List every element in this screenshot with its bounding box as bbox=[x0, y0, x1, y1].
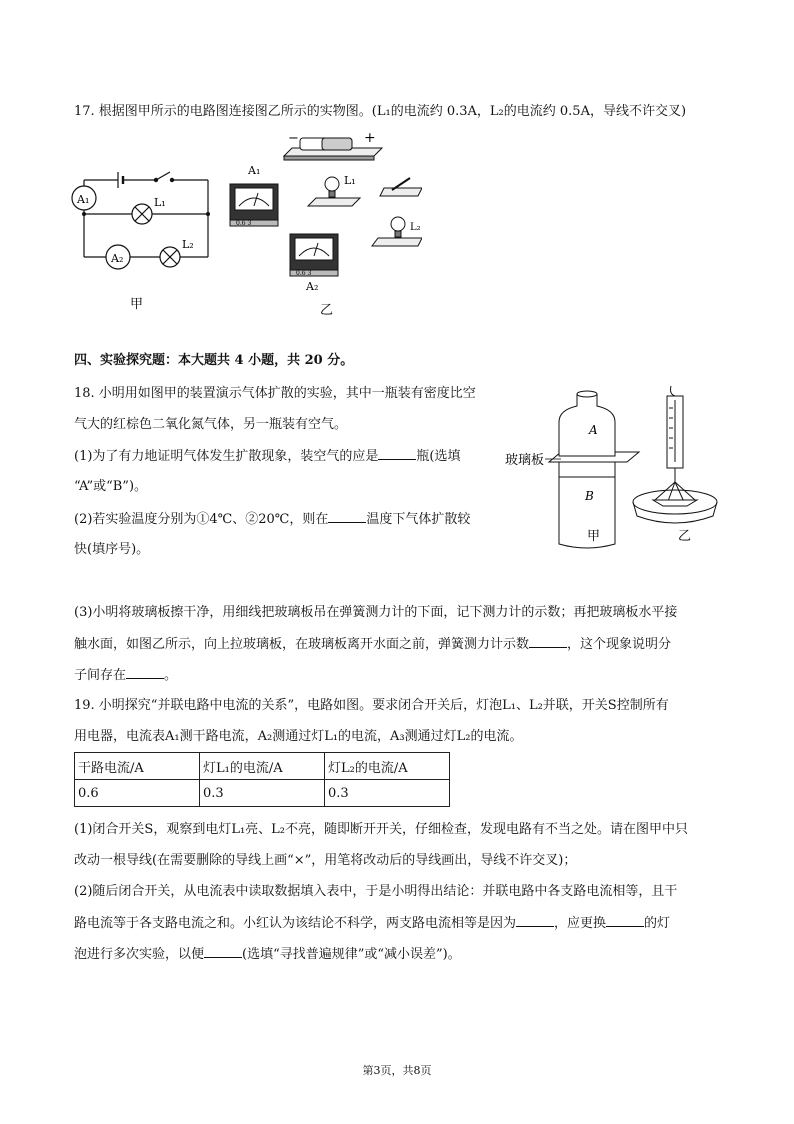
blank-18-1[interactable] bbox=[378, 447, 416, 460]
q18-part-3-a: (3)小明将玻璃板擦干净，用细线把玻璃板吊在弹簧测力计的下面，记下测力计的示数；再把玻璃板水平接 bbox=[74, 605, 678, 620]
q19-line-1: 19. 小明探究“并联电路中电流的关系”，电路如图。要求闭合开关后，灯泡L₁、L₂并联，开关S控制所有 bbox=[74, 698, 669, 713]
q17-text: 17. 根据图甲所示的电路图连接图乙所示的实物图。(L₁的电流约 0.3A，L₂的电流约 0.5A，导线不许交叉) bbox=[74, 104, 687, 119]
bottle-b-label: B bbox=[585, 489, 594, 503]
fig18-jia-caption: 甲 bbox=[587, 529, 601, 544]
section-4-title: 四、实验探究题：本大题共 4 小题，共 20 分。 bbox=[74, 353, 354, 368]
q18-part-1-options: “A”或“B”)。 bbox=[74, 479, 148, 494]
table-cell: 0.3 bbox=[325, 780, 450, 807]
jia-caption: 甲 bbox=[130, 297, 144, 312]
q17-physical-diagram-yi bbox=[222, 126, 422, 346]
yi-a1-label: A₁ bbox=[248, 164, 261, 177]
yi-l1-label: L₁ bbox=[344, 174, 356, 187]
q19-part-1-b: 改动一根导线(在需要删除的导线上画“×”，用笔将改动后的导线画出，导线不许交叉)； bbox=[74, 853, 577, 868]
header-cell: 灯L₂的电流/A bbox=[325, 753, 450, 780]
q18-line-2: 气大的红棕色二氧化氮气体，另一瓶装有空气。 bbox=[74, 417, 348, 432]
blank-18-3[interactable] bbox=[529, 635, 567, 648]
header-cell: 灯L₁的电流/A bbox=[200, 753, 325, 780]
page-footer: 第3页，共8页 bbox=[362, 1064, 432, 1077]
jia-l2-label: L₂ bbox=[182, 238, 194, 251]
q19-part-1-a: (1)闭合开关S，观察到电灯L₁亮、L₂不亮，随即断开开关，仔细检查，发现电路有不当之处。请在图甲中只 bbox=[74, 822, 689, 837]
yi-l2-label: L₂ bbox=[410, 222, 421, 233]
jia-a2-label: A₂ bbox=[111, 252, 124, 265]
blank-19-2[interactable] bbox=[606, 914, 644, 927]
yi-plus-label: + bbox=[364, 130, 376, 146]
blank-19-1[interactable] bbox=[516, 914, 554, 927]
table-header-row bbox=[75, 753, 450, 780]
q18-part-1: (1)为了有力地证明气体发生扩散现象，装空气的应是 瓶(选填 bbox=[74, 449, 461, 464]
blank-18-4[interactable] bbox=[126, 666, 164, 679]
jia-a1-label: A₁ bbox=[77, 193, 90, 206]
q18-part-2: (2)若实验温度分别为①4℃、②20℃，则在 温度下气体扩散较 bbox=[74, 512, 471, 527]
blank-19-3[interactable] bbox=[204, 945, 242, 958]
bottle-a-label: A bbox=[589, 423, 598, 437]
jia-l1-label: L₁ bbox=[154, 196, 166, 209]
q17-circuit-diagram-jia bbox=[70, 158, 220, 318]
table-cell: 0.6 bbox=[75, 780, 200, 807]
blank-18-2[interactable] bbox=[328, 510, 366, 523]
glass-plate-label: 玻璃板 bbox=[505, 453, 545, 468]
yi-caption: 乙 bbox=[320, 303, 334, 318]
header-cell: 干路电流/A bbox=[75, 753, 200, 780]
q18-part-3-c: 子间存在 。 bbox=[74, 668, 178, 683]
fig18-yi-caption: 乙 bbox=[678, 529, 692, 544]
q19-line-2: 用电器，电流表A₁测干路电流，A₂测通过灯L₁的电流，A₃测通过灯L₂的电流。 bbox=[74, 729, 523, 744]
q19-part-2-c: 泡进行多次实验，以便 (选填“寻找普遍规律”或“减小误差”)。 bbox=[74, 947, 461, 962]
yi-a2-label: A₂ bbox=[306, 280, 319, 293]
table-cell: 0.3 bbox=[200, 780, 325, 807]
q19-data-table bbox=[74, 752, 450, 807]
q19-part-2-b: 路电流等于各支路电流之和。小红认为该结论不科学，两支路电流相等是因为 ，应更换 的灯 bbox=[74, 916, 671, 931]
q18-part-3-b: 触水面，如图乙所示，向上拉玻璃板，在玻璃板离开水面之前，弹簧测力计示数 ，这个现象说明分 bbox=[74, 637, 672, 652]
q18-line-1: 18. 小明用如图甲的装置演示气体扩散的实验，其中一瓶装有密度比空 bbox=[74, 386, 476, 401]
q18-part-2-end: 快(填序号)。 bbox=[74, 542, 150, 557]
yi-minus-label: − bbox=[288, 131, 299, 146]
q18-diffusion-figure bbox=[505, 382, 725, 552]
q19-part-2-a: (2)随后闭合开关，从电流表中读取数据填入表中，于是小明得出结论：并联电路中各支路电流相等，且干 bbox=[74, 884, 678, 899]
yi-a2-scale: 0.6 3 bbox=[296, 270, 312, 277]
yi-a1-scale: 0.6 3 bbox=[236, 220, 252, 227]
table-row bbox=[75, 780, 450, 807]
